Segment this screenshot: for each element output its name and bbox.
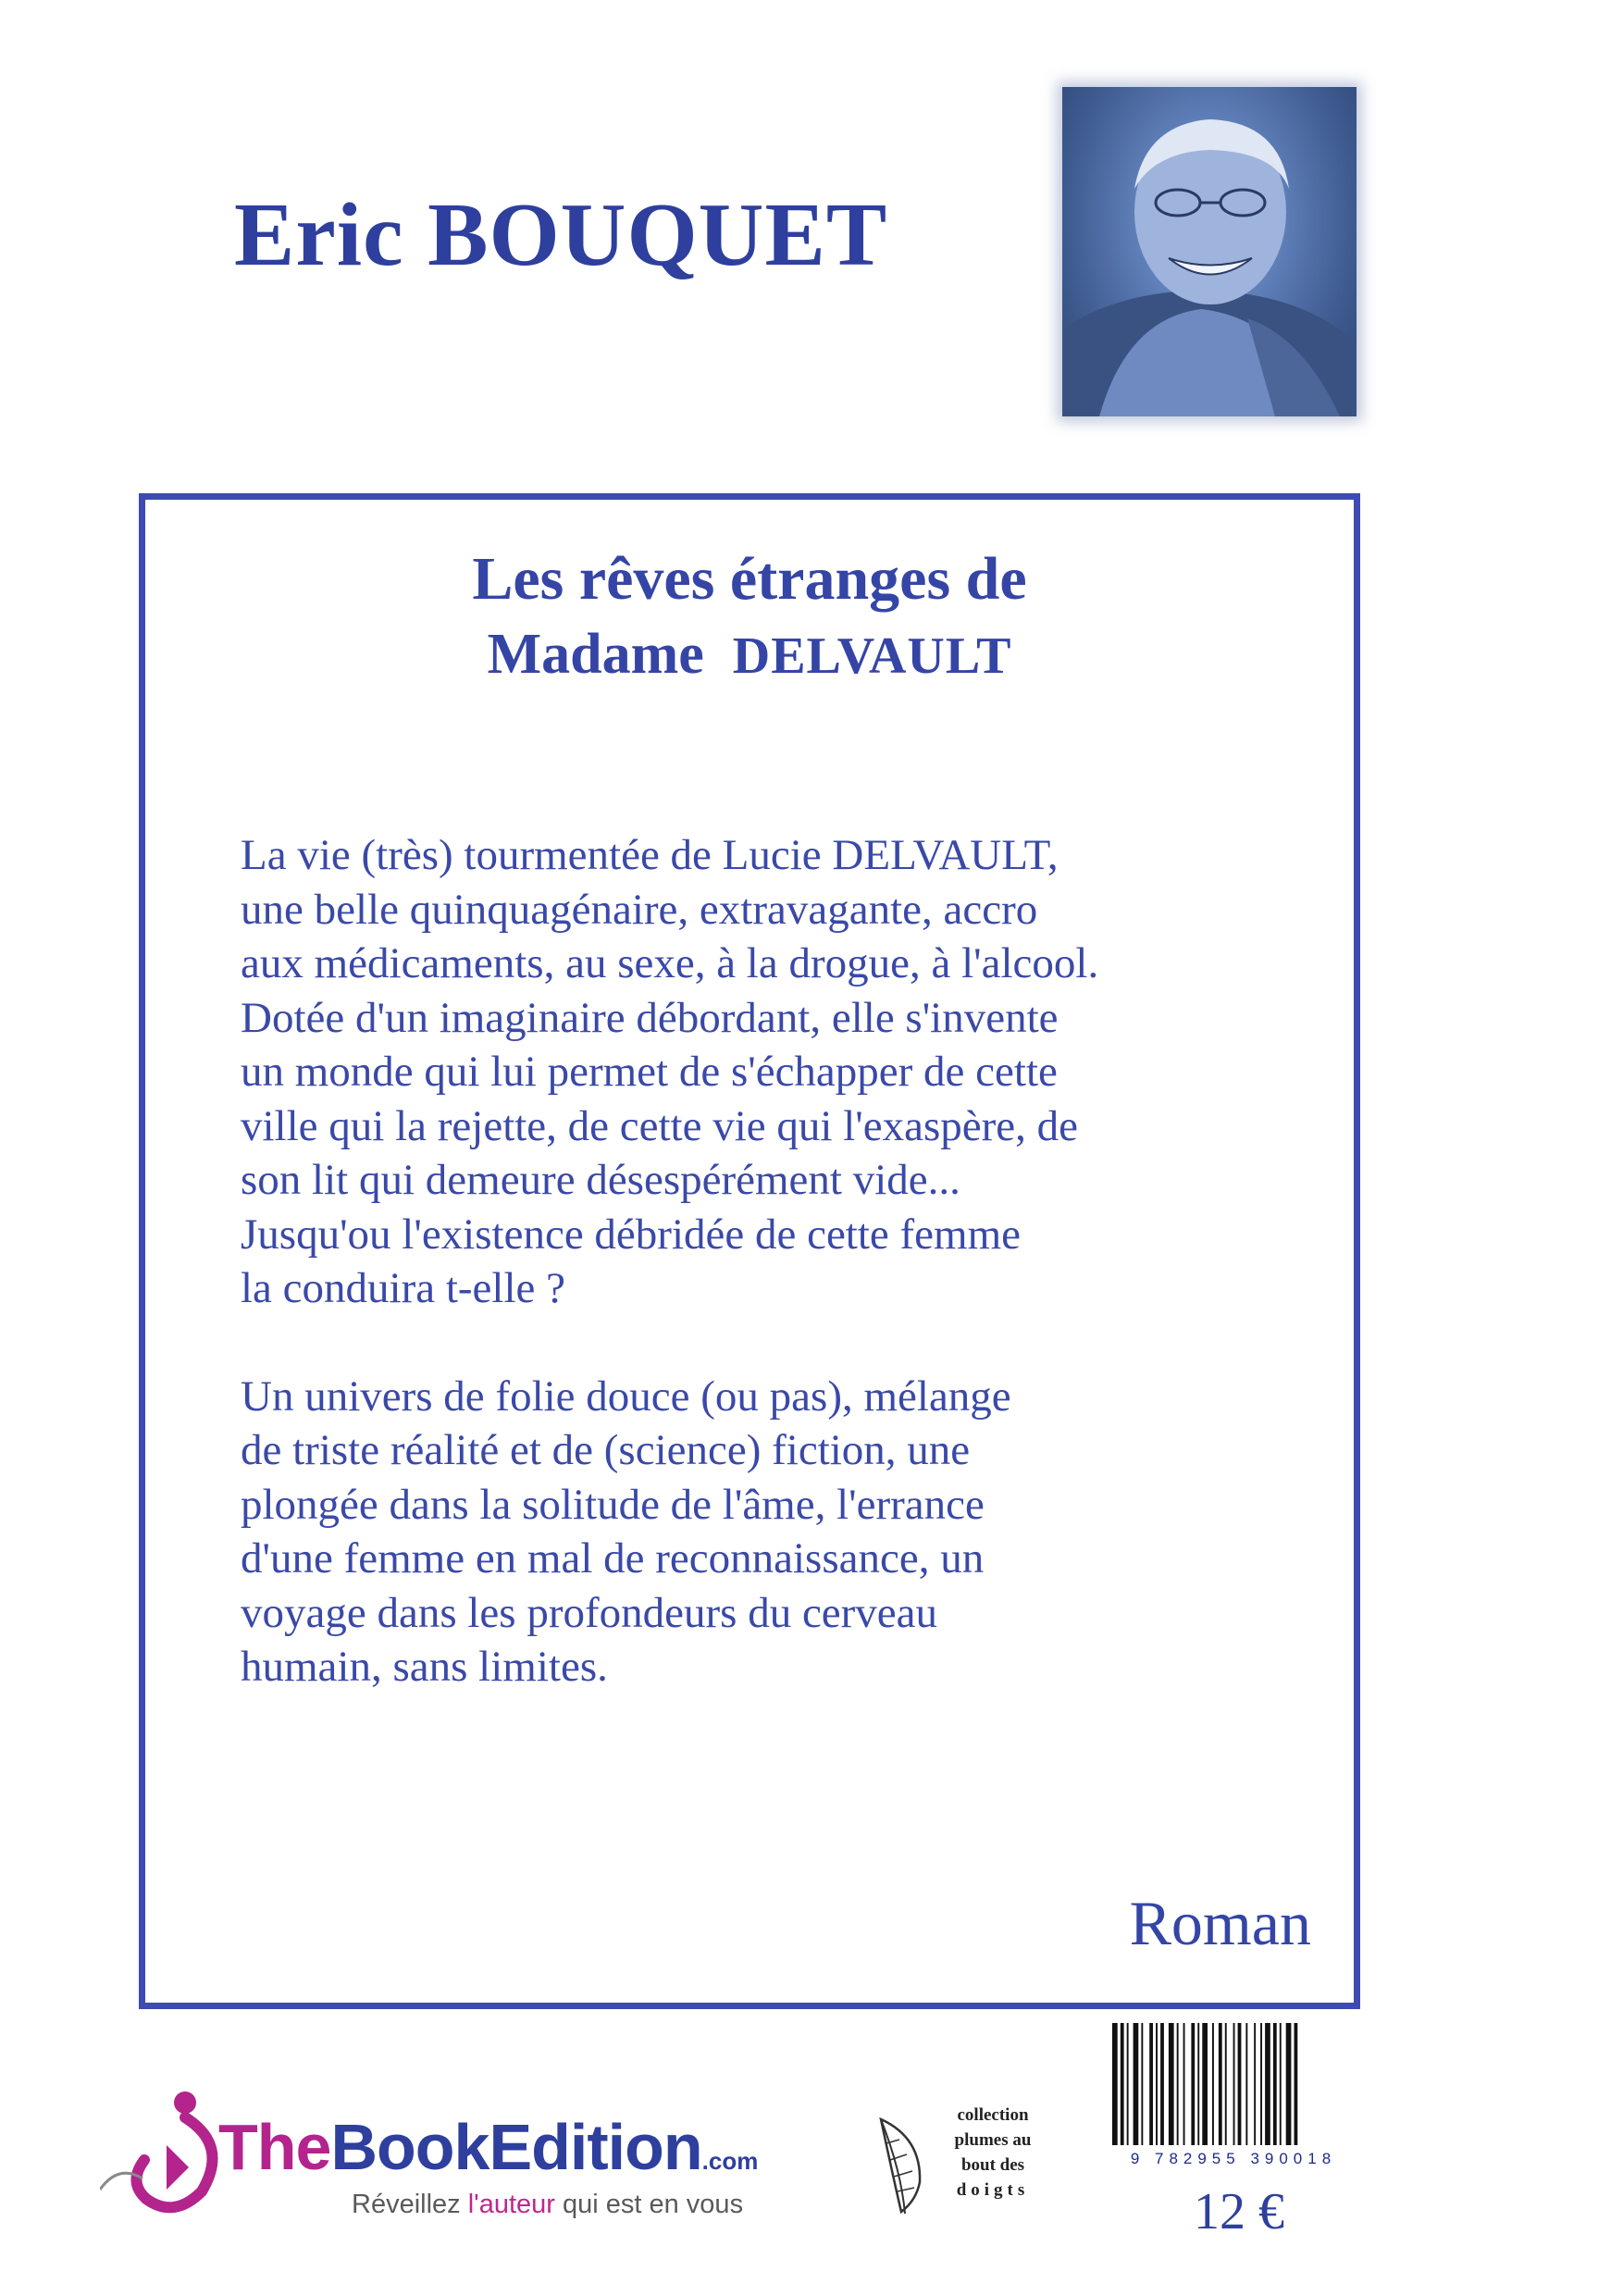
- collection-line3: bout des: [960, 2155, 1025, 2175]
- portrait-illustration: [1062, 87, 1357, 416]
- collection-line4: doigts: [956, 2180, 1030, 2200]
- book-title: [145, 541, 1354, 693]
- summary-frame: [139, 493, 1360, 2009]
- thebookedition-logo-icon: [100, 2090, 222, 2219]
- tagline-pre: Réveillez: [352, 2190, 468, 2219]
- tagline-post: qui est en vous: [554, 2190, 744, 2219]
- barcode-digits: 9 782955 390018: [1130, 2150, 1337, 2167]
- collection-line1: collection: [957, 2105, 1029, 2125]
- author-name: Eric BOUQUET: [234, 185, 888, 285]
- book-title-madame: Madame: [487, 623, 704, 686]
- barcode: [1109, 2023, 1360, 2162]
- blurb-paragraph-1: La vie (très) tourmentée de Lucie DELVAULT, une belle quinquagénaire, extravagante, accro aux médicaments, au sexe, à la drogue, à l'alcool. Dotée d'un imaginaire débordant, elle s'invente un monde qui lui permet de s'échapper de cette ville qui la rejette, de cette vie qui l'exaspère, de son lit qui demeure désespérément vide... Jusqu'ou l'existence débridée de cette femme la conduira t-elle ?: [241, 831, 1099, 1312]
- blurb-paragraph-2: Un univers de folie douce (ou pas), mélange de triste réalité et de (science) fiction, une plongée dans la solitude de l'âme, l'errance d'une femme en mal de reconnaissance, un voyage dans les profondeurs du cerveau humain, sans limites.: [241, 1371, 1011, 1691]
- brand-the: The: [218, 2111, 331, 2183]
- back-cover-blurb: [241, 828, 1305, 1694]
- collection-line2: plumes au: [954, 2130, 1032, 2150]
- collection-label: [933, 2103, 1053, 2203]
- tagline-highlight: l'auteur: [467, 2190, 555, 2219]
- brand-dotcom: .com: [701, 2147, 759, 2175]
- price: 12 €: [1194, 2183, 1284, 2240]
- publisher-logo: [100, 2090, 859, 2238]
- book-title-line1: Les rêves étranges de: [472, 545, 1027, 613]
- author-photo: [1062, 87, 1357, 416]
- feather-icon: [873, 2116, 931, 2217]
- publisher-brand: [218, 2110, 758, 2184]
- book-title-line2: [145, 617, 1354, 693]
- publisher-tagline: [352, 2190, 743, 2220]
- brand-bookedition: BookEdition: [330, 2111, 702, 2183]
- book-title-surname: DELVAULT: [732, 627, 1012, 685]
- genre-label: Roman: [1129, 1888, 1311, 1958]
